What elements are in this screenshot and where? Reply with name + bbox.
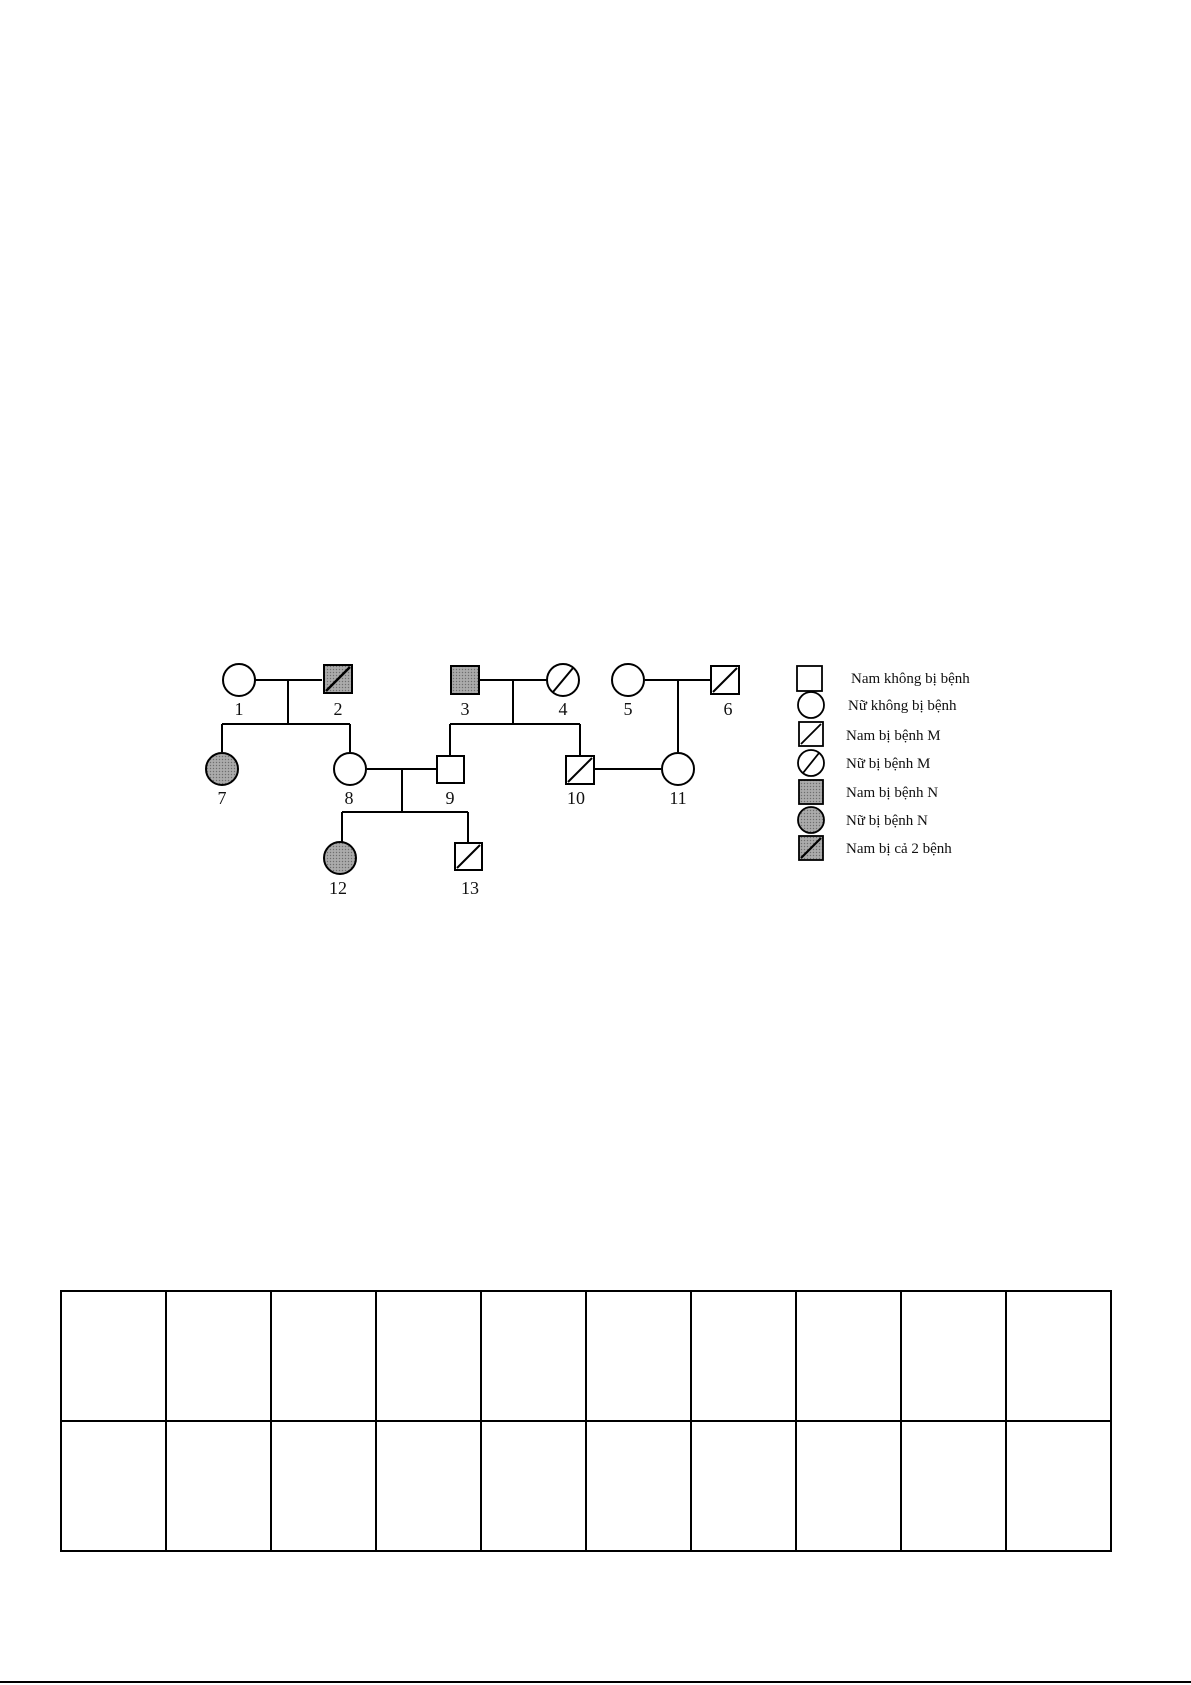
- individual-label: 1: [234, 699, 244, 719]
- answer-cell[interactable]: [901, 1291, 1006, 1421]
- individual-label: 10: [567, 788, 585, 808]
- page-bottom-rule: [0, 1681, 1191, 1683]
- female-unaffected-symbol: [662, 753, 694, 785]
- legend-item-female-n: [798, 807, 928, 833]
- legend-item-male-unaffected: [797, 666, 970, 691]
- individual-6: [711, 666, 739, 719]
- answer-cell[interactable]: [796, 1421, 901, 1551]
- answer-cell[interactable]: [271, 1291, 376, 1421]
- legend: [797, 666, 970, 860]
- answer-cell[interactable]: [481, 1291, 586, 1421]
- individual-2: [324, 665, 352, 719]
- individual-12: [324, 842, 356, 898]
- answer-cell[interactable]: [901, 1421, 1006, 1551]
- individual-13: [455, 843, 482, 898]
- female-disease-n-symbol: [798, 807, 824, 833]
- individual-label: 13: [461, 878, 479, 898]
- legend-item-male-n: [799, 780, 938, 804]
- answer-cell[interactable]: [376, 1421, 481, 1551]
- legend-item-male-m: [799, 722, 941, 746]
- male-disease-n-symbol: [799, 780, 823, 804]
- individual-8: [334, 753, 366, 808]
- answer-grid: [60, 1290, 1112, 1552]
- individual-label: 7: [217, 788, 227, 808]
- legend-label: Nữ bị bệnh M: [846, 756, 931, 772]
- answer-cell[interactable]: [166, 1291, 271, 1421]
- individual-11: [662, 753, 694, 808]
- answer-cell[interactable]: [586, 1421, 691, 1551]
- female-unaffected-symbol: [612, 664, 644, 696]
- female-disease-n-symbol: [324, 842, 356, 874]
- individual-1: [223, 664, 255, 719]
- answer-cell[interactable]: [691, 1421, 796, 1551]
- individual-5: [612, 664, 644, 719]
- individual-label: 4: [558, 699, 568, 719]
- male-unaffected-symbol: [797, 666, 822, 691]
- individual-label: 6: [723, 699, 733, 719]
- answer-row: [61, 1421, 1111, 1551]
- answer-cell[interactable]: [586, 1291, 691, 1421]
- legend-item-male-both: [799, 836, 952, 860]
- legend-label: Nữ không bị bệnh: [848, 698, 957, 714]
- individual-4: [547, 664, 579, 719]
- individual-9: [437, 756, 464, 808]
- answer-cell[interactable]: [1006, 1421, 1111, 1551]
- answer-cell[interactable]: [271, 1421, 376, 1551]
- answer-row: [61, 1291, 1111, 1421]
- female-unaffected-symbol: [798, 692, 824, 718]
- legend-label: Nam không bị bệnh: [851, 671, 970, 687]
- answer-cell[interactable]: [691, 1291, 796, 1421]
- answer-cell[interactable]: [61, 1421, 166, 1551]
- legend-label: Nam bị cả 2 bệnh: [846, 841, 952, 857]
- individual-label: 8: [344, 788, 354, 808]
- male-disease-n-symbol: [451, 666, 479, 694]
- female-unaffected-symbol: [334, 753, 366, 785]
- male-unaffected-symbol: [437, 756, 464, 783]
- legend-label: Nữ bị bệnh N: [846, 813, 928, 829]
- legend-item-female-m: [798, 750, 930, 776]
- individual-label: 3: [460, 699, 470, 719]
- individual-7: [206, 753, 238, 808]
- legend-label: Nam bị bệnh N: [846, 785, 939, 801]
- answer-cell[interactable]: [61, 1291, 166, 1421]
- individual-10: [566, 756, 594, 808]
- individual-label: 12: [329, 878, 347, 898]
- individual-label: 9: [445, 788, 455, 808]
- female-disease-n-symbol: [206, 753, 238, 785]
- individual-label: 2: [333, 699, 343, 719]
- answer-cell[interactable]: [376, 1291, 481, 1421]
- individual-3: [451, 666, 479, 719]
- answer-cell[interactable]: [1006, 1291, 1111, 1421]
- answer-cell[interactable]: [166, 1421, 271, 1551]
- female-unaffected-symbol: [223, 664, 255, 696]
- legend-label: Nam bị bệnh M: [846, 728, 941, 744]
- legend-item-female-unaffected: [798, 692, 957, 718]
- answer-cell[interactable]: [481, 1421, 586, 1551]
- individual-label: 11: [669, 788, 687, 808]
- individual-label: 5: [623, 699, 633, 719]
- answer-cell[interactable]: [796, 1291, 901, 1421]
